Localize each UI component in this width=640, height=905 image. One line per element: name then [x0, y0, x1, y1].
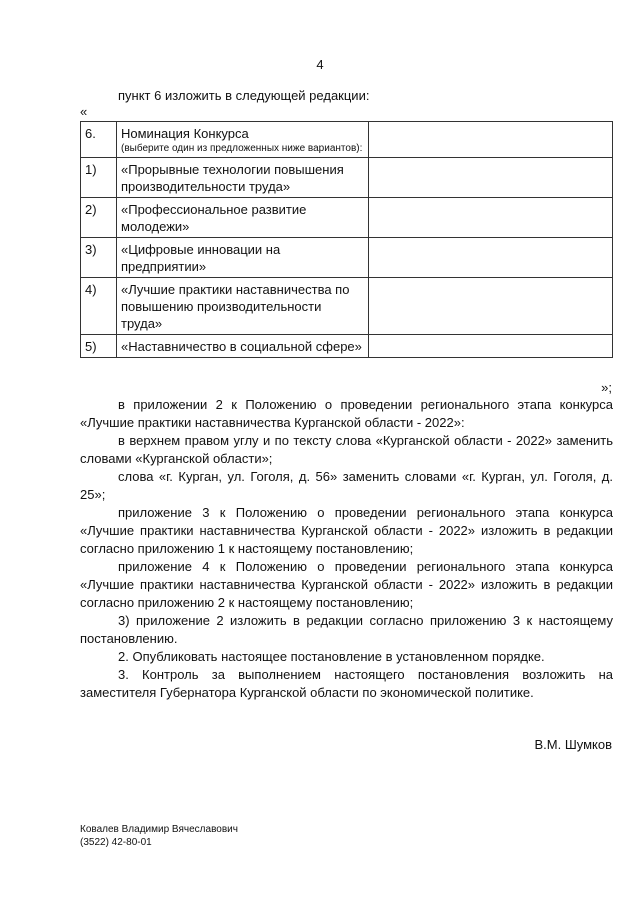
- paragraph: приложение 4 к Положению о проведении регионального этапа конкурса «Лучшие практики наставничества Курганской области - 2022» изложить в редакции согласно приложению 2 к настоящему постановлению;: [80, 559, 613, 610]
- paragraph: 2. Опубликовать настоящее постановление в установленном порядке.: [118, 649, 545, 664]
- row-text: «Лучшие практики наставничества по повышению производительности труда»: [117, 278, 369, 335]
- header-empty-cell: [369, 122, 613, 158]
- table-row: [81, 335, 613, 358]
- executor-name: Ковалев Владимир Вячеславович: [80, 824, 238, 835]
- nomination-table: [80, 121, 613, 358]
- row-text: «Цифровые инновации на предприятии»: [117, 238, 369, 278]
- row-text: «Прорывные технологии повышения производительности труда»: [117, 158, 369, 198]
- paragraph: 3) приложение 2 изложить в редакции согласно приложению 3 к настоящему постановлению.: [80, 613, 613, 646]
- open-quote: «: [80, 104, 88, 119]
- header-number: 6.: [81, 122, 117, 158]
- table-row: [81, 158, 613, 198]
- close-quote: »;: [601, 380, 612, 395]
- row-text: «Профессиональное развитие молодежи»: [117, 198, 369, 238]
- table-header-row: [81, 122, 613, 158]
- executor-phone: (3522) 42-80-01: [80, 837, 152, 848]
- row-empty-cell: [369, 238, 613, 278]
- table-row: [81, 278, 613, 335]
- paragraph: слова «г. Курган, ул. Гоголя, д. 56» заменить словами «г. Курган, ул. Гоголя, д. 25»;: [80, 469, 613, 502]
- signature: В.М. Шумков: [534, 737, 612, 752]
- row-text: «Наставничество в социальной сфере»: [117, 335, 369, 358]
- table-row: [81, 198, 613, 238]
- paragraph: в верхнем правом углу и по тексту слова «Курганской области - 2022» заменить словами «Курганской области»;: [80, 433, 613, 466]
- row-number: 3): [81, 238, 117, 278]
- body-text: [80, 396, 613, 702]
- row-number: 2): [81, 198, 117, 238]
- page-number: 4: [316, 57, 324, 72]
- executor-block: [80, 823, 238, 849]
- header-title: Номинация Конкурса: [121, 126, 249, 141]
- row-number: 1): [81, 158, 117, 198]
- row-number: 4): [81, 278, 117, 335]
- intro-line: пункт 6 изложить в следующей редакции:: [118, 88, 370, 103]
- row-number: 5): [81, 335, 117, 358]
- row-empty-cell: [369, 335, 613, 358]
- paragraph: в приложении 2 к Положению о проведении регионального этапа конкурса «Лучшие практики наставничества Курганской области - 2022»:: [80, 397, 613, 430]
- paragraph: 3. Контроль за выполнением настоящего постановления возложить на заместителя Губернатора Курганской области по экономической политике.: [80, 667, 613, 700]
- row-empty-cell: [369, 158, 613, 198]
- header-cell: [117, 122, 369, 158]
- row-empty-cell: [369, 198, 613, 238]
- paragraph: приложение 3 к Положению о проведении регионального этапа конкурса «Лучшие практики наставничества Курганской области - 2022» изложить в редакции согласно приложению 1 к настоящему постановлению;: [80, 505, 613, 556]
- table-row: [81, 238, 613, 278]
- header-note: (выберите один из предложенных ниже вариантов):: [121, 143, 363, 154]
- row-empty-cell: [369, 278, 613, 335]
